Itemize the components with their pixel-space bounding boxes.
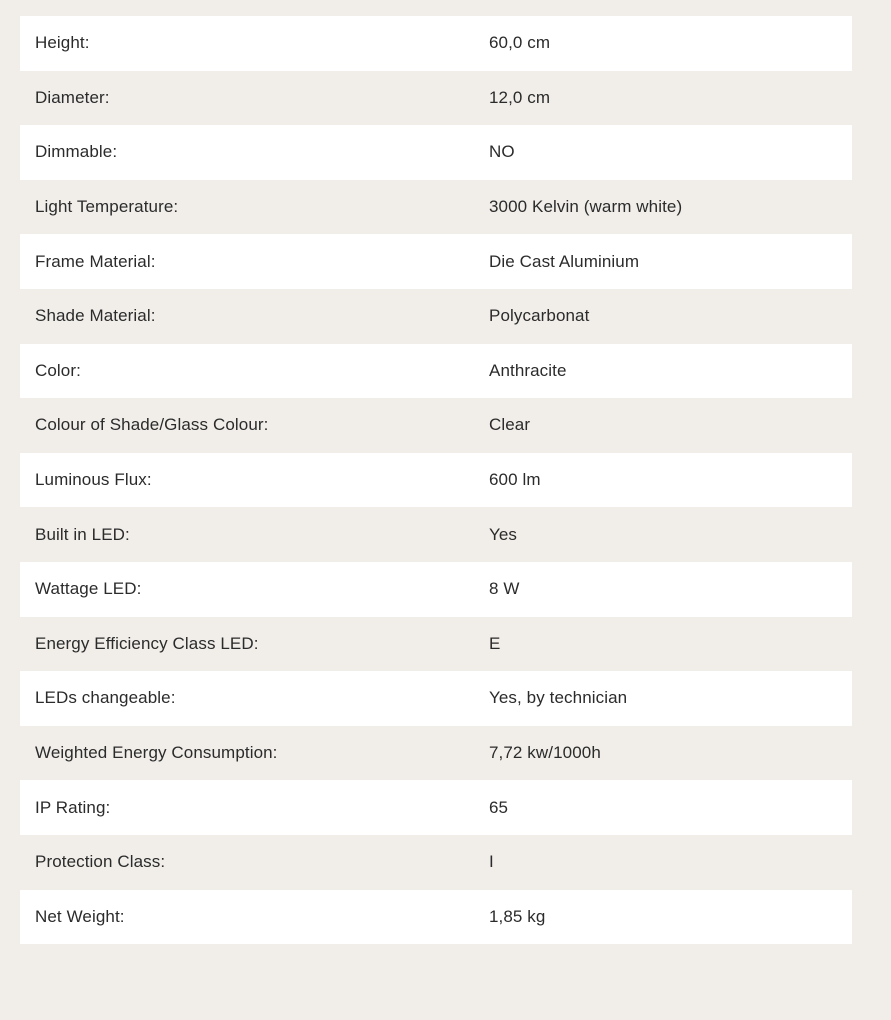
spec-label: Diameter: bbox=[35, 87, 110, 107]
spec-label: Protection Class: bbox=[35, 852, 166, 872]
spec-label: LEDs changeable: bbox=[35, 688, 176, 708]
spec-row-shade-colour bbox=[20, 398, 852, 453]
spec-label: Shade Material: bbox=[35, 306, 156, 326]
spec-label: Height: bbox=[35, 33, 90, 53]
spec-value: 600 lm bbox=[489, 470, 541, 490]
spec-label: Wattage LED: bbox=[35, 579, 142, 599]
spec-value: 8 W bbox=[489, 579, 520, 599]
spec-value: Polycarbonat bbox=[489, 306, 590, 326]
spec-value: 60,0 cm bbox=[489, 33, 551, 53]
spec-value: Anthracite bbox=[489, 360, 567, 380]
spec-row-frame-material bbox=[20, 234, 852, 289]
spec-label: Dimmable: bbox=[35, 142, 118, 162]
spec-value: Clear bbox=[489, 415, 531, 435]
spec-label: Built in LED: bbox=[35, 524, 130, 544]
spec-row-wattage-led bbox=[20, 562, 852, 617]
spec-row-net-weight bbox=[20, 890, 852, 945]
spec-row-height bbox=[20, 16, 852, 71]
spec-row-shade-material bbox=[20, 289, 852, 344]
spec-row-protection-class bbox=[20, 835, 852, 890]
spec-value: I bbox=[489, 852, 494, 872]
spec-row-light-temperature bbox=[20, 180, 852, 235]
spec-row-ip-rating bbox=[20, 780, 852, 835]
spec-row-built-in-led bbox=[20, 507, 852, 562]
spec-label: Color: bbox=[35, 360, 81, 380]
spec-value: Die Cast Aluminium bbox=[489, 251, 640, 271]
spec-label: Luminous Flux: bbox=[35, 470, 152, 490]
spec-value: 12,0 cm bbox=[489, 87, 551, 107]
spec-row-color bbox=[20, 344, 852, 399]
spec-label: IP Rating: bbox=[35, 797, 111, 817]
spec-value: Yes, by technician bbox=[489, 688, 628, 708]
spec-label: Light Temperature: bbox=[35, 197, 179, 217]
spec-table bbox=[20, 16, 852, 944]
spec-value: 65 bbox=[489, 797, 509, 817]
spec-label: Frame Material: bbox=[35, 251, 156, 271]
spec-row-energy-consumption bbox=[20, 726, 852, 781]
spec-label: Net Weight: bbox=[35, 906, 125, 926]
spec-label: Weighted Energy Consumption: bbox=[35, 743, 278, 763]
spec-label: Colour of Shade/Glass Colour: bbox=[35, 415, 269, 435]
spec-value: 7,72 kw/1000h bbox=[489, 743, 601, 763]
spec-value: NO bbox=[489, 142, 515, 162]
spec-row-dimmable bbox=[20, 125, 852, 180]
spec-row-luminous-flux bbox=[20, 453, 852, 508]
spec-row-energy-efficiency bbox=[20, 617, 852, 672]
spec-value: Yes bbox=[489, 524, 518, 544]
spec-row-diameter bbox=[20, 71, 852, 126]
spec-row-leds-changeable bbox=[20, 671, 852, 726]
spec-value: 3000 Kelvin (warm white) bbox=[489, 197, 683, 217]
spec-label: Energy Efficiency Class LED: bbox=[35, 633, 259, 653]
spec-value: 1,85 kg bbox=[489, 906, 546, 926]
spec-value: E bbox=[489, 633, 501, 653]
